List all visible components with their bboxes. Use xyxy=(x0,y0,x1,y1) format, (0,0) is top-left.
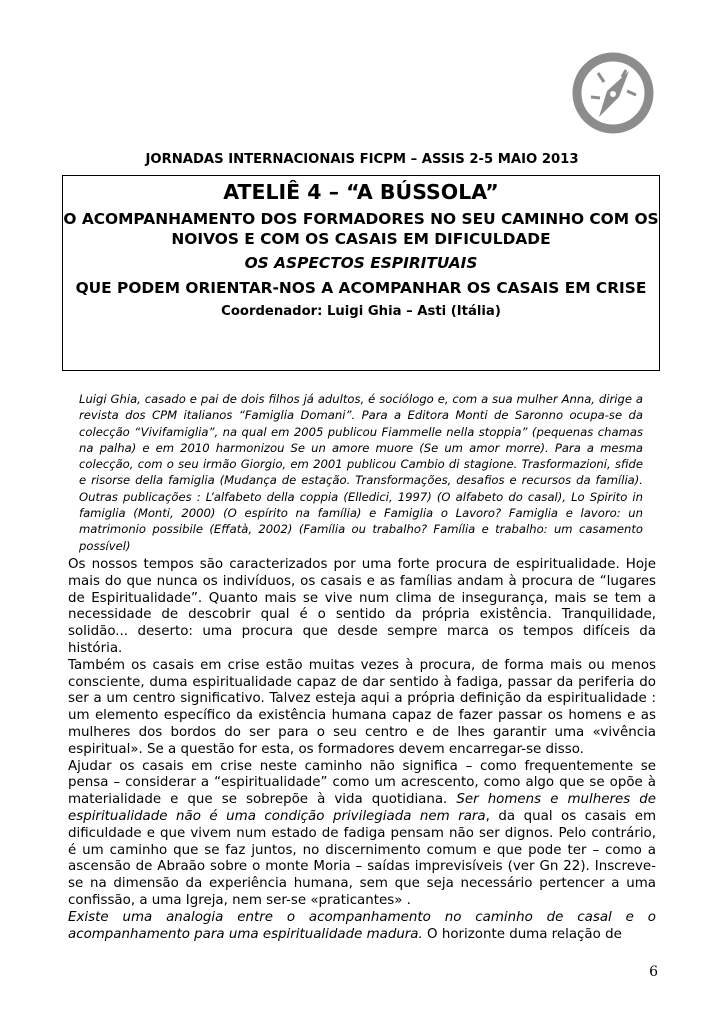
paragraph-text: O horizonte duma relação de xyxy=(422,926,622,942)
workshop-theme: OS ASPECTOS ESPIRITUAIS xyxy=(244,254,478,272)
coordinator-line: Coordenador: Luigi Ghia – Asti (Itália) xyxy=(221,303,501,319)
emphasis-text: Existe uma analogia entre o acompanhamento no caminho de casal e o acompanhamento para uma espiritualidade madura. xyxy=(68,909,656,942)
paragraph: Também os casais em crise estão muitas vezes à procura, de forma mais ou menos consciente, duma espiritualidade capaz de dar sentido à fadiga, passar da periferia do ser a um centro significativo. Talvez esteja aqui a própria definição da espiritualidade : um elemento específico da existência humana capaz de fazer passar os homens e as mulheres dos bordos do ser para o seu centro e de lhes garantir uma «vivência espiritual». Se a questão for esta, os formadores devem encarregar-se disso. xyxy=(68,657,656,757)
workshop-title: ATELIÊ 4 – “A BÚSSOLA” xyxy=(223,180,499,204)
page-number: 6 xyxy=(649,964,658,980)
paragraph-text: , da qual os casais em dificuldade e que vivem num estado de fadiga pensam não ser dignos. Pelo contrário, é um caminho que se faz juntos, no discernimento comum e que pode ter – como a ascensão de Abraão sobre o monte Moria – saídas imprevisíveis (ver Gn 22). Inscreve-se na dimensão da experiência humana, sem que seja necessário pertencer a uma confissão, a uma Igreja, nem ser-se «praticantes» . xyxy=(68,808,656,908)
body-text xyxy=(68,557,656,943)
emphasis-text: Ser homens e mulheres de espiritualidade não é uma condição privilegiada nem rara xyxy=(68,792,656,824)
workshop-subtitle: O ACOMPANHAMENTO DOS FORMADORES NO SEU CAMINHO COM OS NOIVOS E COM OS CASAIS EM DIFICULDADE xyxy=(63,210,659,248)
paragraph xyxy=(68,759,656,910)
conference-header: JORNADAS INTERNACIONAIS FICPM – ASSIS 2-5 MAIO 2013 xyxy=(145,152,579,167)
title-box xyxy=(62,175,660,371)
compass-icon xyxy=(571,51,655,135)
author-bio: Luigi Ghia, casado e pai de dois filhos já adultos, é sociólogo e, com a sua mulher Anna, dirige a revista dos CPM italianos “Famiglia Domani”. Para a Editora Monti de Saronno ocupa-se da colecção “Vivifamiglia”, na qual em 2005 publicou Fiammelle nella stoppia” (pequenas chamas na palha) e em 2010 harmonizou Se un amore muore (Se um amor morre). Para a mesma colecção, com o seu irmão Giorgio, em 2001 publicou Cambio di stagione. Trasformazioni, sfide e risorse della famiglia (Mudança de estação. Transformações, desafios e recursos da família). Outras publicações : L’alfabeto della coppia (Elledici, 1997) (O alfabeto do casal), Lo Spirito in famiglia (Monti, 2000) (O espírito na família) e Famiglia o Lavoro? Famiglia e lavoro: un matrimonio possibile (Effatà, 2002) (Família ou trabalho? Família e trabalho: um casamento possível) xyxy=(79,392,643,553)
paragraph: Os nossos tempos são caracterizados por uma forte procura de espiritualidade. Hoje mais do que nunca os indivíduos, os casais e as famílias andam à procura de “lugares de Espiritualidade”. Quanto mais se vive num clima de insegurança, mais se tem a necessidade de descobrir qual é o sentido da própria existência. Tranquilidade, solidão... deserto: uma procura que desde sempre marca os tempos difíceis da história. xyxy=(68,557,656,656)
paragraph xyxy=(68,910,656,944)
workshop-theme-continued: QUE PODEM ORIENTAR-NOS A ACOMPANHAR OS CASAIS EM CRISE xyxy=(75,279,647,297)
paragraph-text: Ajudar os casais em crise neste caminho não significa – como frequentemente se pensa – considerar a “espiritualidade” como um acrescento, como algo que se opõe à materialidade e que se sobrepõe à vida quotidiana. xyxy=(68,758,656,808)
